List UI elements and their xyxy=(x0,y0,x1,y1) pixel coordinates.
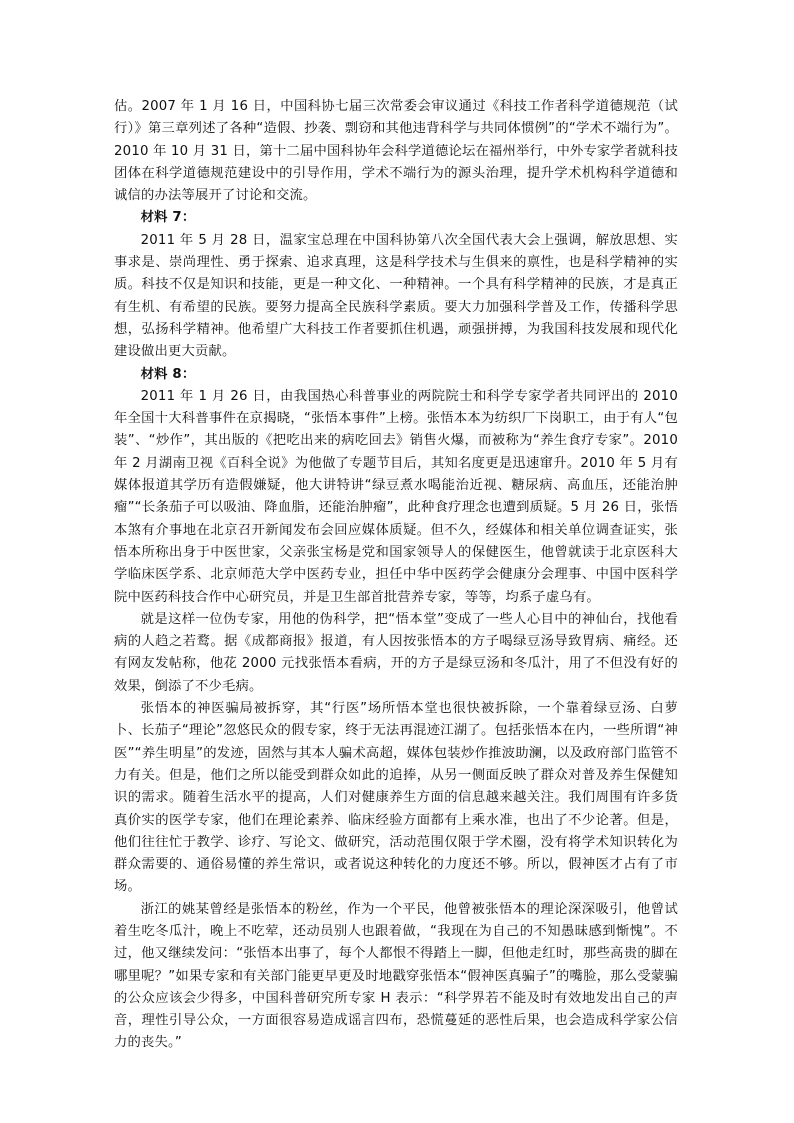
paragraph-material-8-intro: 2011 年 1 月 26 日，由我国热心科普事业的两院院士和科学专家学者共同评出的 2010 年全国十大科普事件在京揭晓，“张悟本事件”上榜。张悟本本为纺织厂下岗职工，由于有人“包装”、“炒作”，其出版的《把吃出来的病吃回去》销售火爆，而被称为“养生食疗专家”。2010 年 2 月湖南卫视《百科全说》为他做了专题节目后，其知名度更是迅速窜升。2010 年 5 月有媒体报道其学历有造假嫌疑，他大讲特讲“绿豆煮水喝能治近视、糖尿病、高血压，还能治肿瘤”“长条茄子可以吸油、降血脂，还能治肿瘤”，此种食疗理念也遭到质疑。5 月 26 日，张悟本煞有介事地在北京召开新闻发布会回应媒体质疑。但不久，经媒体和相关单位调查证实，张悟本所称出身于中医世家，父亲张宝杨是党和国家领导人的保健医生，他曾就读于北京医科大学临床医学系、北京师范大学中医药专业，担任中华中医药学会健康分会理事、中国中医科学院中医药科技合作中心研究员，并是卫生部首批营养专家，等等，均系子虚乌有。 xyxy=(114,388,678,605)
paragraph-material-7: 2011 年 5 月 28 日，温家宝总理在中国科协第八次全国代表大会上强调，解放思想、实事求是、崇尚理性、勇于探索、追求真理，这是科学技术与生俱来的禀性，也是科学精神的实质。科技不仅是知识和技能，更是一种文化、一种精神。一个具有科学精神的民族，才是真正有生机、有希望的民族。要努力提高全民族科学素质。要大力加强科学普及工作，传播科学思想，弘扬科学精神。他希望广大科技工作者要抓住机遇，顽强拼搏，为我国科技发展和现代化建设做出更大贡献。 xyxy=(114,232,678,360)
paragraph-continuation: 估。2007 年 1 月 16 日，中国科协七届三次常委会审议通过《科技工作者科学道德规范（试行）》第三章列述了各种“造假、抄袭、剽窃和其他违背科学与共同体惯例”的“学术不端行为”。2010 年 10 月 31 日，第十二届中国科协年会科学道德论坛在福州举行，中外专家学者就科技团体在科学道德规范建设中的引导作用，学术不端行为的源头治理，提升学术机构科学道德和诚信的办法等展开了讨论和交流。 xyxy=(114,99,678,204)
document-body xyxy=(114,96,678,1055)
section-heading-material-7: 材料 7： xyxy=(140,210,196,226)
paragraph-fake-expert: 就是这样一位伪专家，用他的伪科学，把“悟本堂”变成了一些人心目中的神仙台，找他看病的人趋之若鹜。据《成都商报》报道，有人因按张悟本的方子喝绿豆汤导致胃病、痛经。还有网友发帖称，他花 2000 元找张悟本看病，开的方子是绿豆汤和冬瓜汁，用了不但没有好的效果，倒添了不少毛病。 xyxy=(114,611,678,694)
paragraph-scam-exposed: 张悟本的神医骗局被拆穿，其“行医”场所悟本堂也很快被拆除，一个靠着绿豆汤、白萝卜、长茄子“理论”忽悠民众的假专家，终于无法再混迹江湖了。包括张悟本在内，一些所谓“神医”“养生明星”的发迹，固然与其本人骗术高超，媒体包装炒作推波助澜，以及政府部门监管不力有关。但是，他们之所以能受到群众如此的追捧，从另一侧面反映了群众对普及养生保健知识的需求。随着生活水平的提高，人们对健康养生方面的信息越来越关注。我们周围有许多货真价实的医学专家，他们在理论素养、临床经验方面都有上乘水准，也出了不少论著。但是，他们往往忙于教学、诊疗、写论文、做研究，活动范围仅限于学术圈，没有将学术知识转化为群众需要的、通俗易懂的养生常识，或者说这种转化的力度还不够。所以，假神医才占有了市场。 xyxy=(114,701,678,895)
section-heading-material-8: 材料 8： xyxy=(140,366,196,382)
paragraph-fan-reflection: 浙江的姚某曾经是张悟本的粉丝，作为一个平民，他曾被张悟本的理论深深吸引，他曾试着生吃冬瓜汁，晚上不吃荤，还动员别人也跟着做，“我现在为自己的不知愚昧感到惭愧”。不过，他又继续发问：“张悟本出事了，每个人都恨不得踏上一脚，但他走红时，那些高贵的脚在哪里呢？”如果专家和有关部门能更早更及时地戳穿张悟本“假神医真骗子”的嘴脸，那么受蒙骗的公众应该会少得多，中国科普研究所专家 H 表示：“科学界若不能及时有效地发出自己的声音，理性引导公众，一方面很容易造成谣言四布，恐慌蔓延的恶性后果，也会造成科学家公信力的丧失。” xyxy=(114,901,678,1051)
